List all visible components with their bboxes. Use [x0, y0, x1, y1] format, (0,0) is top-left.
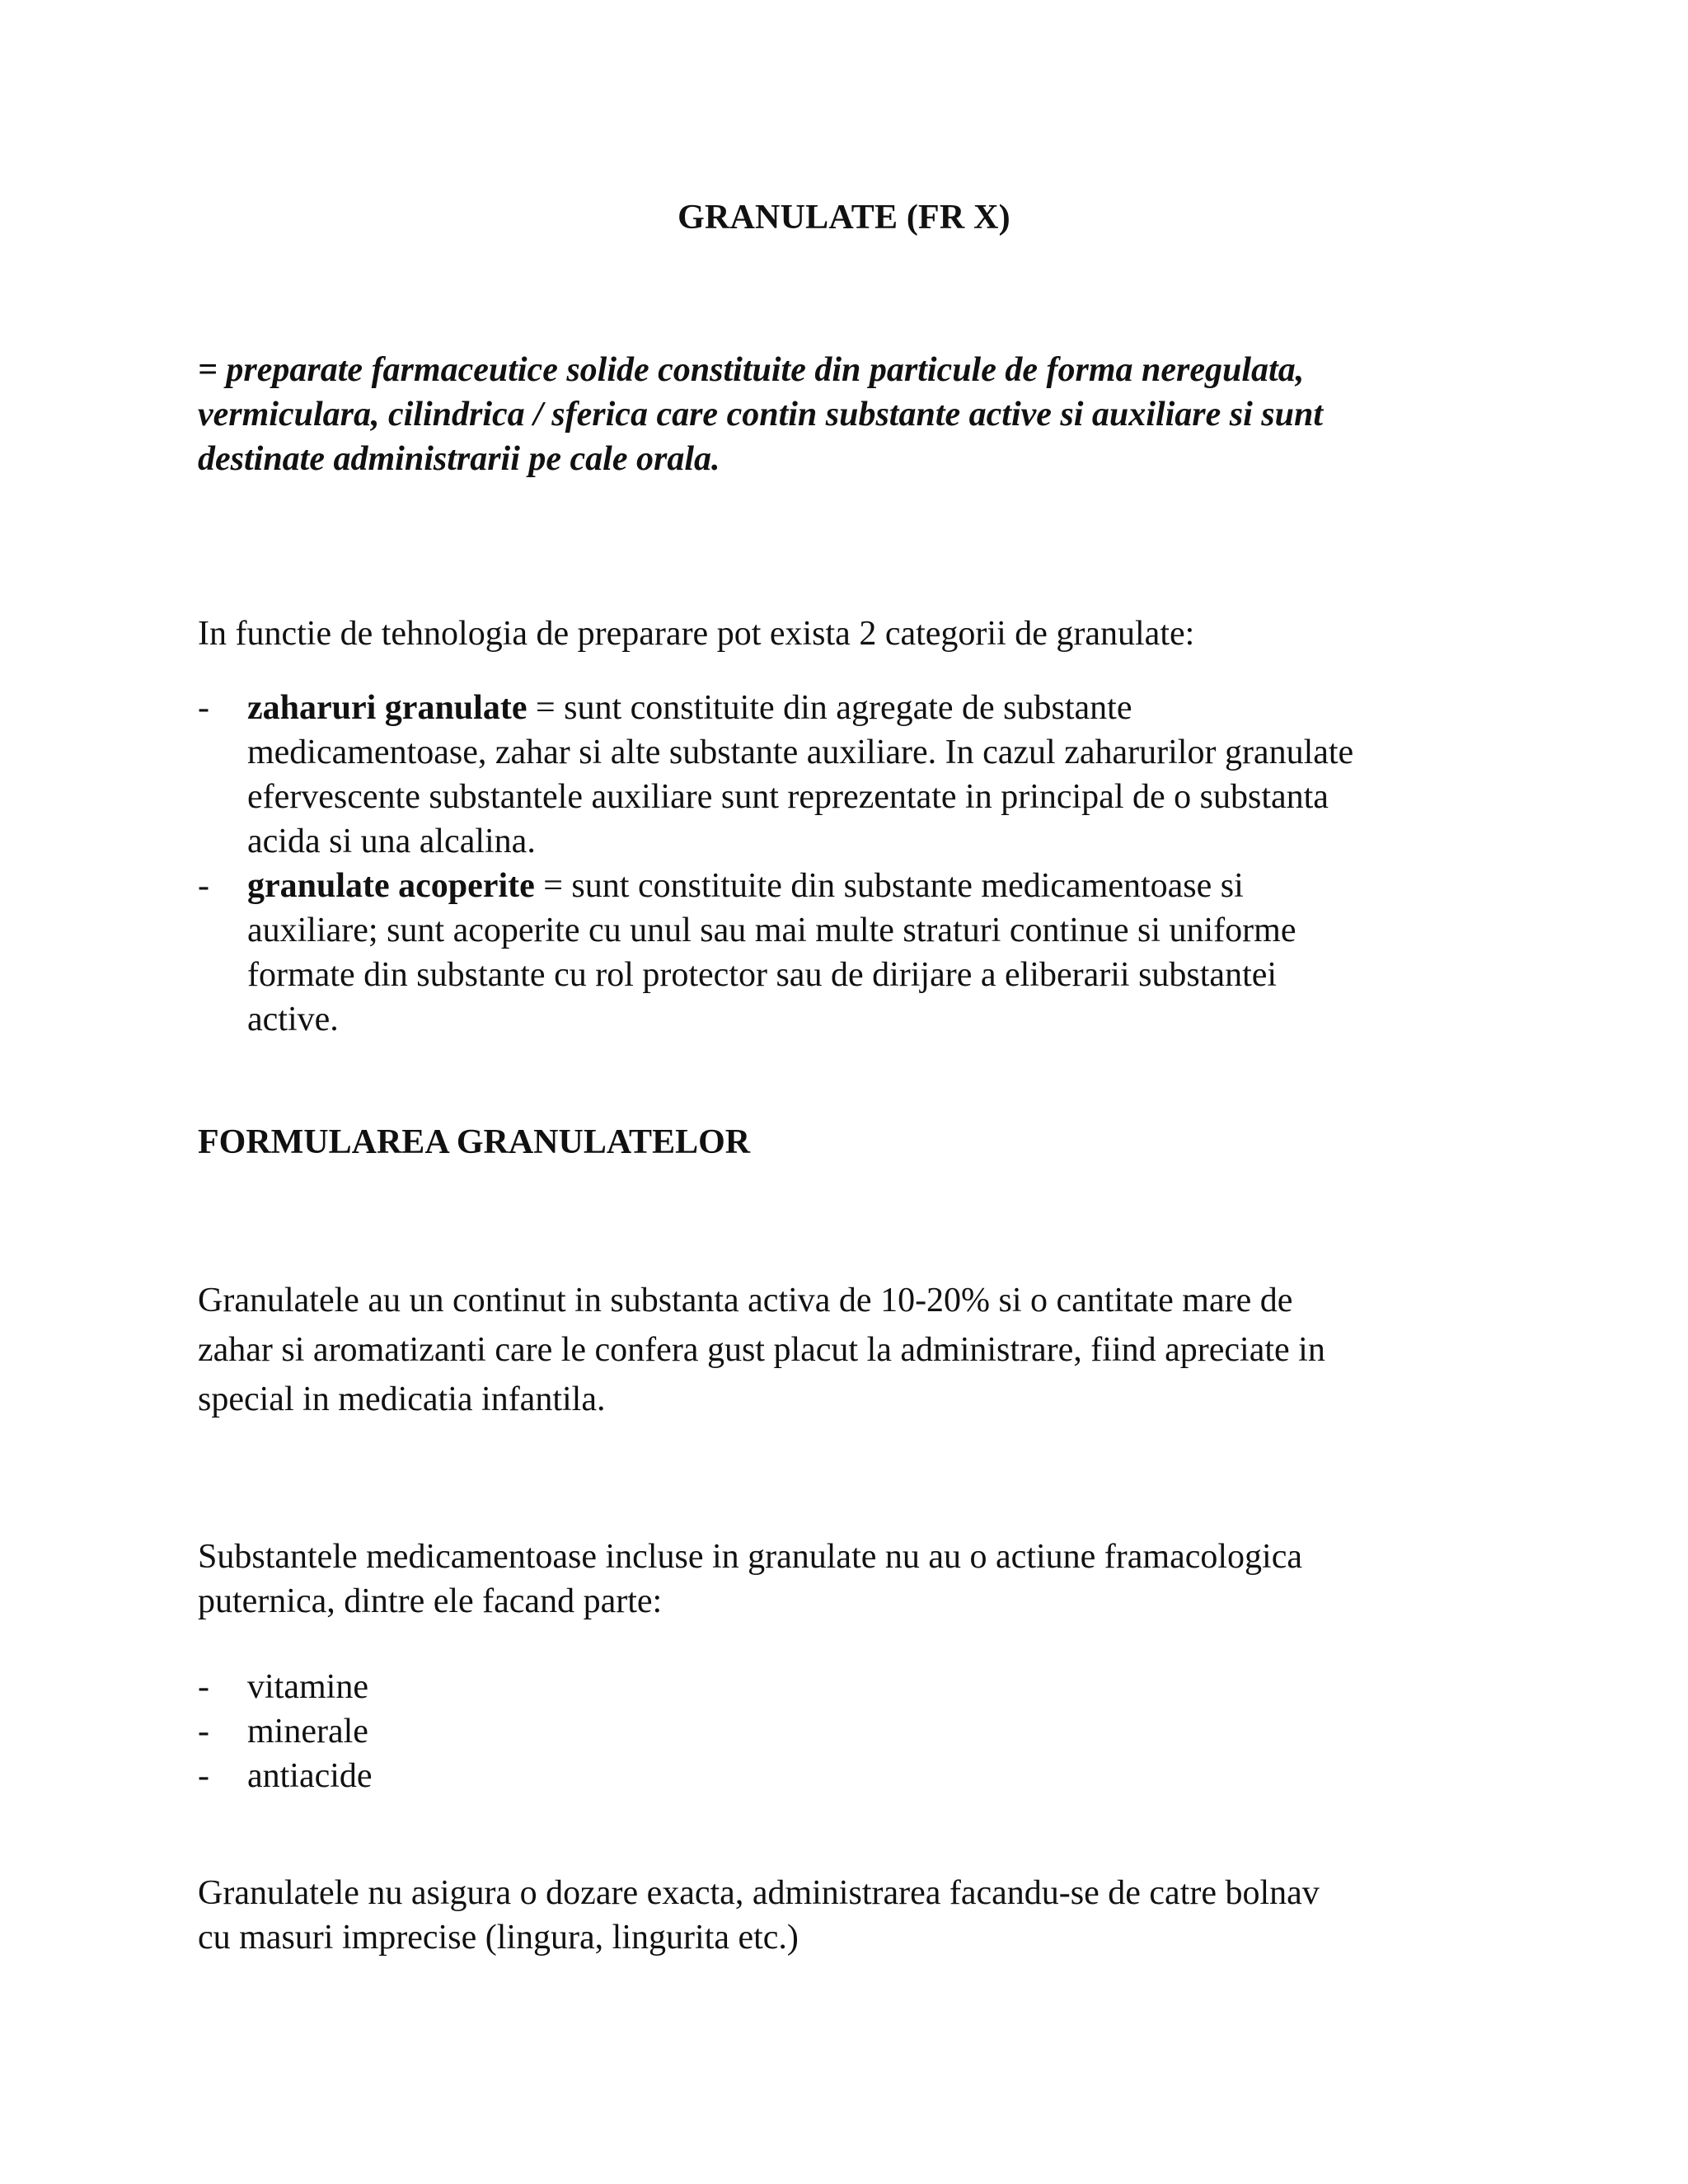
list-item-line: medicamentoase, zahar si alte substante auxiliare. In cazul zaharurilor granulate	[247, 733, 1354, 771]
content-paragraph	[198, 1276, 1517, 1424]
bullet-dash: -	[198, 1713, 209, 1750]
paragraph-line: zahar si aromatizanti care le confera gust placut la administrare, fiind apreciate in	[198, 1331, 1325, 1369]
list-item-vitamine	[198, 1665, 1517, 1709]
term-granulate-acoperite: granulate acoperite	[247, 867, 535, 905]
list-item-line: acida si una alcalina.	[247, 823, 536, 860]
intro-line: In functie de tehnologia de preparare pot exista 2 categorii de granulate:	[198, 615, 1195, 653]
definition-paragraph	[198, 348, 1517, 481]
paragraph-line: puternica, dintre ele facand parte:	[198, 1582, 663, 1620]
definition-line: destinate administrarii pe cale orala.	[198, 440, 720, 478]
bullet-dash: -	[198, 1668, 209, 1706]
list-item-line: efervescente substantele auxiliare sunt reprezentate in principal de o substanta	[247, 778, 1329, 816]
term-zaharuri-granulate: zaharuri granulate	[247, 689, 528, 727]
list-item-minerale	[198, 1709, 1517, 1754]
bullet-dash: -	[198, 867, 209, 905]
list-item-line	[247, 686, 1517, 730]
paragraph-line: Granulatele nu asigura o dozare exacta, administrarea facandu-se de catre bolnav	[198, 1874, 1320, 1912]
term-definition: = sunt constituite din substante medicamentoase si	[534, 867, 1244, 905]
list-item-label: antiacide	[247, 1757, 373, 1795]
list-item-line: auxiliare; sunt acoperite cu unul sau mai multe straturi continue si uniforme	[247, 912, 1296, 949]
list-item-line	[247, 864, 1517, 908]
paragraph-line: special in medicatia infantila.	[198, 1380, 606, 1418]
paragraph-line: Granulatele au un continut in substanta activa de 10-20% si o cantitate mare de	[198, 1282, 1293, 1319]
substances-list	[198, 1665, 1517, 1798]
dosage-paragraph	[198, 1871, 1517, 1960]
list-item-line: formate din substante cu rol protector sau de dirijare a eliberarii substantei	[247, 956, 1278, 994]
substances-paragraph	[198, 1535, 1517, 1624]
list-item-label: minerale	[247, 1713, 368, 1750]
term-definition: = sunt constituite din agregate de substante	[527, 689, 1132, 727]
paragraph-line: Substantele medicamentoase incluse in granulate nu au o actiune framacologica	[198, 1538, 1302, 1576]
section-heading: FORMULAREA GRANULATELOR	[198, 1123, 751, 1161]
list-item-zaharuri-granulate	[198, 686, 1517, 864]
intro-paragraph	[198, 612, 1517, 656]
definition-line: vermiculara, cilindrica / sferica care contin substante active si auxiliare si sunt	[198, 396, 1324, 434]
list-item-label: vitamine	[247, 1668, 368, 1706]
granulate-categories-list	[198, 686, 1517, 1042]
document-title: GRANULATE (FR X)	[678, 199, 1010, 237]
definition-line: = preparate farmaceutice solide constituite din particule de forma neregulata,	[198, 351, 1305, 389]
list-item-antiacide	[198, 1754, 1517, 1798]
list-item-granulate-acoperite	[198, 864, 1517, 1042]
list-item-line: active.	[247, 1001, 339, 1038]
bullet-dash: -	[198, 689, 209, 727]
bullet-dash: -	[198, 1757, 209, 1795]
paragraph-line: cu masuri imprecise (lingura, lingurita etc.)	[198, 1919, 799, 1957]
